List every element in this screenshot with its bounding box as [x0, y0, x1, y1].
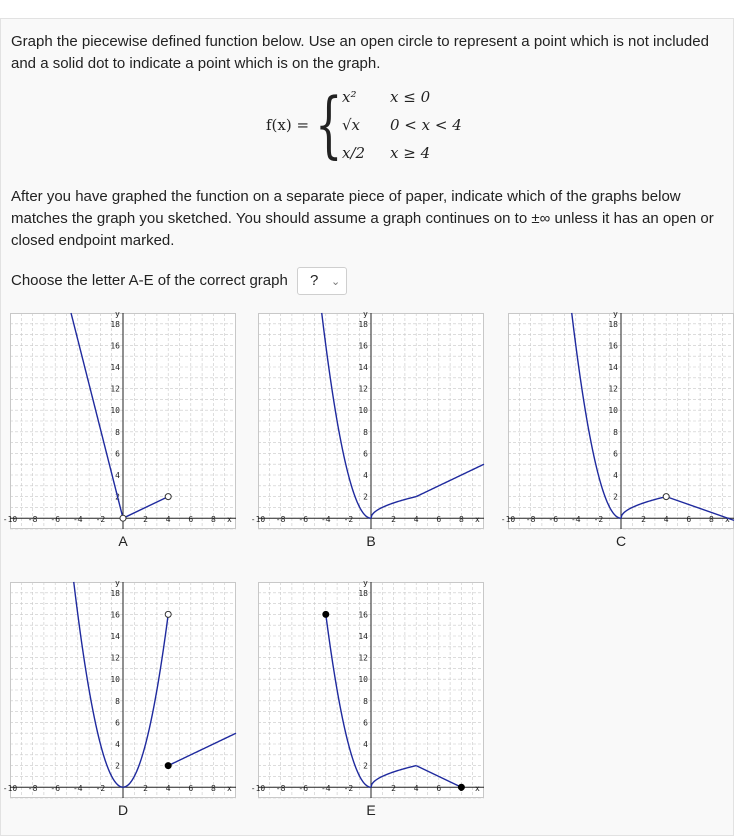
y-tick-label: 16: [608, 341, 618, 351]
graph-c: [500, 309, 734, 549]
y-tick-label: 14: [358, 632, 368, 641]
x-tick-label: 8: [210, 784, 216, 794]
x-tick-label: -4: [72, 515, 83, 525]
x-axis-label: x: [226, 784, 232, 794]
y-tick-label: 2: [363, 761, 368, 771]
open-endpoint-marker: [663, 494, 669, 500]
x-tick-label: 6: [436, 784, 442, 794]
x-tick-label: -2: [95, 784, 106, 794]
curly-brace-icon: {: [315, 82, 343, 166]
y-tick-label: 12: [110, 653, 120, 663]
open-endpoint-marker: [165, 494, 171, 500]
y-tick-label: 2: [613, 492, 618, 502]
x-axis-label: x: [724, 515, 730, 525]
choose-label: Choose the letter A-E of the correct graph: [11, 272, 288, 289]
x-tick-label: -8: [275, 784, 286, 794]
graph-d-plot: [2, 578, 236, 798]
y-tick-label: 2: [363, 492, 368, 502]
graph-d: [2, 578, 236, 818]
closed-endpoint-marker: [458, 784, 464, 790]
x-tick-label: -6: [50, 515, 61, 525]
y-axis-label: y: [115, 578, 120, 588]
x-axis-label: x: [226, 515, 232, 525]
y-tick-label: 2: [115, 492, 120, 502]
y-tick-label: 12: [110, 384, 120, 394]
graph-label: E: [366, 802, 376, 818]
x-tick-label: -6: [50, 784, 61, 794]
y-tick-label: 14: [110, 632, 120, 641]
y-tick-label: 6: [115, 449, 120, 459]
x-tick-label: -4: [72, 784, 83, 794]
y-tick-label: 18: [358, 588, 368, 598]
x-axis-label: x: [474, 515, 480, 525]
question-intro: Graph the piecewise defined function below. Use an open circle to represent a point which is not included and a solid dot to indicate a point which is on the graph.: [11, 33, 709, 72]
x-tick-label: -8: [275, 515, 286, 525]
y-tick-label: 16: [110, 341, 120, 351]
formula-case-3: [342, 144, 512, 168]
y-tick-label: 10: [110, 675, 120, 685]
y-tick-label: 12: [358, 653, 368, 663]
case-condition: 0 < x < 4: [390, 116, 462, 134]
x-tick-label: -10: [250, 784, 266, 794]
case-condition: x ≤ 0: [390, 88, 431, 106]
answer-select[interactable]: [297, 267, 347, 295]
x-tick-label: 4: [413, 784, 419, 794]
x-tick-label: 6: [188, 784, 194, 794]
x-tick-label: -8: [27, 784, 38, 794]
x-tick-label: 2: [641, 515, 647, 525]
graph-label: B: [366, 533, 376, 549]
y-tick-label: 6: [115, 718, 120, 728]
x-tick-label: -2: [593, 515, 604, 525]
y-tick-label: 6: [363, 449, 368, 459]
x-tick-label: -8: [525, 515, 536, 525]
x-tick-label: -6: [298, 784, 309, 794]
x-tick-label: 2: [391, 784, 397, 794]
y-tick-label: 8: [613, 427, 618, 437]
x-tick-label: -10: [2, 515, 18, 525]
x-tick-label: 2: [391, 515, 397, 525]
x-tick-label: 8: [458, 515, 464, 525]
graph-e: [250, 578, 484, 818]
y-tick-label: 4: [363, 471, 368, 480]
graph-a-plot: [2, 309, 236, 529]
y-tick-label: 6: [613, 449, 618, 459]
y-tick-label: 16: [358, 610, 368, 620]
y-tick-label: 6: [363, 718, 368, 728]
y-tick-label: 14: [608, 363, 618, 372]
y-tick-label: 18: [358, 319, 368, 329]
y-tick-label: 10: [110, 406, 120, 416]
y-tick-label: 18: [110, 319, 120, 329]
x-tick-label: 4: [165, 515, 171, 525]
y-tick-label: 10: [358, 675, 368, 685]
open-endpoint-marker: [120, 515, 126, 521]
case-expression: x²: [342, 88, 357, 106]
y-tick-label: 10: [608, 406, 618, 416]
y-axis-label: y: [115, 309, 120, 319]
y-tick-label: 18: [608, 319, 618, 329]
graph-e-plot: [250, 578, 484, 798]
x-tick-label: -10: [2, 784, 18, 794]
y-tick-label: 8: [115, 696, 120, 706]
graph-b-plot: [250, 309, 484, 529]
x-tick-label: -6: [548, 515, 559, 525]
x-tick-label: -4: [320, 515, 331, 525]
y-tick-label: 14: [358, 363, 368, 372]
question-instructions: After you have graphed the function on a separate piece of paper, indicate which of the graphs below matches the graph you sketched. You should assume a graph continues on to ±∞ unless it has an open or closed endpoint marked.: [11, 188, 714, 249]
closed-endpoint-marker: [323, 611, 329, 617]
y-axis-label: y: [363, 309, 368, 319]
x-tick-label: -2: [343, 515, 354, 525]
graph-a: [2, 309, 236, 549]
x-tick-label: -2: [95, 515, 106, 525]
x-tick-label: 8: [210, 515, 216, 525]
y-tick-label: 4: [363, 740, 368, 749]
y-tick-label: 8: [363, 696, 368, 706]
graph-label: D: [117, 802, 129, 818]
y-tick-label: 8: [363, 427, 368, 437]
y-tick-label: 14: [110, 363, 120, 372]
case-condition: x ≥ 4: [390, 144, 431, 162]
formula-case-1: [342, 88, 512, 112]
piecewise-formula: [266, 82, 496, 166]
chevron-down-icon: ⌄: [331, 276, 341, 288]
formula-lhs: f(x) =: [266, 116, 310, 134]
x-tick-label: 4: [165, 784, 171, 794]
y-tick-label: 8: [115, 427, 120, 437]
y-tick-label: 12: [608, 384, 618, 394]
y-tick-label: 12: [358, 384, 368, 394]
x-tick-label: -2: [343, 784, 354, 794]
x-tick-label: 8: [708, 515, 714, 525]
x-tick-label: 6: [188, 515, 194, 525]
x-tick-label: -6: [298, 515, 309, 525]
y-axis-label: y: [613, 309, 618, 319]
x-axis-label: x: [474, 784, 480, 794]
graph-b: [250, 309, 484, 549]
y-tick-label: 4: [115, 471, 120, 480]
graph-label: C: [615, 533, 627, 549]
graph-c-plot: [500, 309, 734, 529]
case-expression: √x: [342, 116, 361, 134]
y-tick-label: 4: [613, 471, 618, 480]
y-tick-label: 16: [358, 341, 368, 351]
formula-case-2: [342, 116, 512, 140]
case-expression: x/2: [342, 144, 366, 162]
select-value: ?: [310, 272, 319, 289]
x-tick-label: 2: [143, 784, 149, 794]
x-tick-label: 4: [413, 515, 419, 525]
x-tick-label: -10: [250, 515, 266, 525]
y-tick-label: 16: [110, 610, 120, 620]
x-tick-label: 4: [663, 515, 669, 525]
x-tick-label: 6: [686, 515, 692, 525]
y-tick-label: 10: [358, 406, 368, 416]
x-tick-label: 6: [436, 515, 442, 525]
x-tick-label: -10: [500, 515, 516, 525]
closed-endpoint-marker: [165, 763, 171, 769]
open-endpoint-marker: [165, 611, 171, 617]
y-axis-label: y: [363, 578, 368, 588]
x-tick-label: -4: [320, 784, 331, 794]
graph-label: A: [118, 533, 128, 549]
y-tick-label: 2: [115, 761, 120, 771]
x-tick-label: 2: [143, 515, 149, 525]
y-tick-label: 4: [115, 740, 120, 749]
y-tick-label: 18: [110, 588, 120, 598]
x-tick-label: -8: [27, 515, 38, 525]
x-tick-label: -4: [570, 515, 581, 525]
